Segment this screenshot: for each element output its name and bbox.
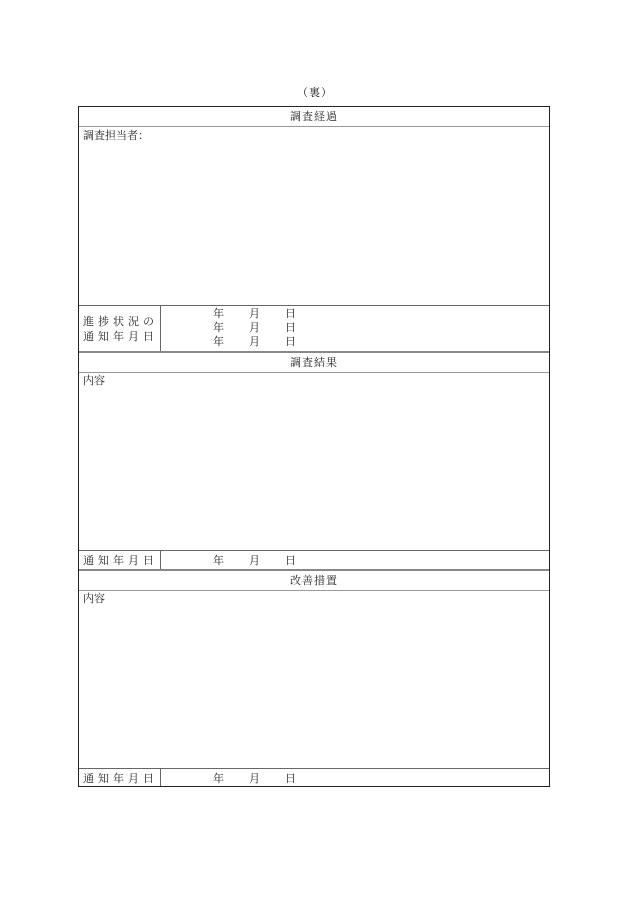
divider	[79, 305, 549, 306]
progress-date-label-line1: 進捗状況の	[83, 315, 158, 328]
progress-date-row-2[interactable]	[161, 321, 361, 335]
investigator-label: 調査担当者：	[83, 129, 149, 142]
month-label: 月	[249, 307, 260, 320]
progress-content-area[interactable]	[79, 127, 549, 305]
section-header-progress: 調査経過	[79, 107, 549, 127]
page-side-label: （裏）	[297, 86, 333, 99]
improvement-content-area[interactable]	[79, 591, 549, 768]
investigation-form	[78, 106, 550, 787]
result-content-area[interactable]	[79, 373, 549, 550]
day-label: 日	[285, 321, 296, 334]
month-label: 月	[249, 335, 260, 348]
progress-date-row-1[interactable]	[161, 307, 361, 321]
year-label: 年	[213, 307, 224, 320]
result-date-label: 通知年月日	[83, 554, 158, 567]
month-label: 月	[249, 554, 260, 567]
divider	[79, 550, 549, 551]
divider	[79, 768, 549, 769]
month-label: 月	[249, 772, 260, 785]
progress-date-label-line2: 通知年月日	[83, 330, 158, 343]
result-date-row[interactable]	[161, 554, 361, 568]
section-header-result: 調査結果	[79, 353, 549, 373]
year-label: 年	[213, 335, 224, 348]
improvement-date-label: 通知年月日	[83, 772, 158, 785]
result-content-label: 内容	[83, 374, 105, 387]
day-label: 日	[285, 307, 296, 320]
year-label: 年	[213, 554, 224, 567]
section-header-improvement: 改善措置	[79, 571, 549, 591]
day-label: 日	[285, 335, 296, 348]
year-label: 年	[213, 321, 224, 334]
progress-date-row-3[interactable]	[161, 335, 361, 349]
year-label: 年	[213, 772, 224, 785]
day-label: 日	[285, 772, 296, 785]
day-label: 日	[285, 554, 296, 567]
improvement-content-label: 内容	[83, 592, 105, 605]
improvement-date-row[interactable]	[161, 772, 361, 786]
month-label: 月	[249, 321, 260, 334]
